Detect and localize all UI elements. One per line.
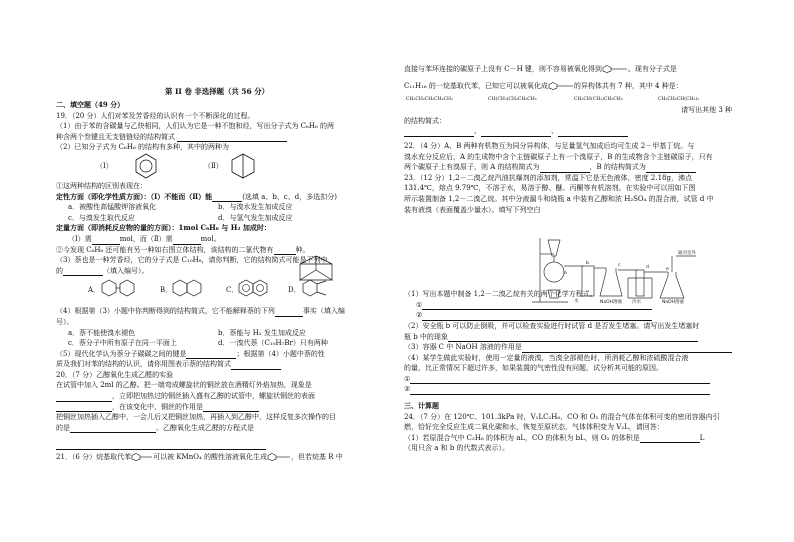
separatory-funnel (548, 240, 560, 256)
q20-1: 在试管中加入 2ml 的乙醇。把一端弯成螺旋状的铜丝放在酒精灯外焰加热，现象是 (56, 381, 312, 390)
q19-4-option-d: d．一溴代萘（C₁₀H₇Br）只有两种 (218, 339, 328, 348)
flask-c (600, 268, 622, 296)
option-a: a．被酸性高锰酸钾溶液氧化 (68, 203, 157, 212)
q20-3: ，在该变化中，铜丝的作用是 (112, 402, 203, 411)
label-c: c (618, 263, 621, 268)
label-e: e (666, 267, 669, 272)
q19-5a: （5）现代化学认为萘分子碳碳之间的键是 (56, 349, 187, 358)
section-title: 第 II 卷 非选择题（共 56 分） (165, 87, 269, 96)
section-calc-heading: 三、计算题 (404, 401, 439, 411)
q22c: 两个碳原子上有溴原子，则 A 的结构简式为 (404, 163, 540, 172)
q19-4-option-b: b．萘能与 H₂ 发生加成反应 (218, 328, 306, 337)
burner (548, 290, 560, 298)
q21-tail: 可以被 KMnO₄ 的酸性溶液氧化生成 (153, 453, 267, 462)
answer-blank[interactable] (70, 432, 156, 433)
mol-label-b: B． (160, 286, 173, 295)
label-cold-water: 冷水 (632, 300, 641, 304)
r3: 请写出其他 3 种 (681, 106, 732, 115)
isomer-2: CH(CH₃)CH₂CH₂CH₃ (488, 97, 537, 103)
answer-blank[interactable] (275, 316, 303, 317)
isomer-3: CH₂CH(CH₃)CH₂CH₃ (574, 97, 623, 103)
q24-1-tail: L (699, 433, 705, 442)
option-b: b．与溴水发生加成反应 (218, 203, 293, 212)
q23c: 所示装置制备 1,2－二溴乙烷。其中分液漏斗和烧瓶 a 中装有乙醇和浓 H₂SO₄ 的混合液，试管 d 中 (404, 194, 714, 203)
circle-2: ② (416, 311, 423, 320)
flask-e (660, 272, 684, 298)
q23b: 131.4℃，熔点 9.79℃，不溶于水，易溶于醇、醚、丙酮等有机溶剂。在实验中可以用如下图 (404, 184, 696, 193)
left-column (56, 86, 386, 463)
q24-1b: （用只含 a 和 b 的代数式表示）。 (404, 444, 510, 453)
q24b: 燃，恰好完全反应生成二氧化碳和水，恢复至原状态，气体体积变为 V₂L，请回答： (404, 423, 664, 432)
q20-5: 的是 (56, 423, 70, 432)
q21: 21．（6 分）烷基取代苯 (56, 453, 132, 462)
section-fill-heading: 二、填空题（49 分） (56, 100, 125, 109)
benzoic-acid-icon (267, 453, 291, 461)
tube-d (636, 270, 644, 296)
r4: 的结构简式： (404, 116, 446, 125)
r2: C₁₁H₁₆ 的一烷基取代苯，已知它可以被氧化成 (404, 81, 548, 90)
q19-2-ii-tail: 种。 (295, 245, 310, 254)
q19-4a-tail: 事实（填入编 (302, 307, 345, 316)
q19-2-dl-3: mol。 (200, 234, 221, 243)
q19-2-i: ①这两种结构的区别表现在： (56, 181, 147, 190)
flask-a (544, 262, 564, 282)
prismane-structure-icon (298, 254, 334, 284)
q19-intro: 19．（20 分）人们对苯及芳香烃的认识有一个不断深化的过程。 (56, 111, 255, 120)
answer-blank[interactable] (231, 369, 281, 370)
molecule-b-icon (172, 278, 202, 298)
answer-blank[interactable] (558, 136, 628, 137)
circle-4: ② (404, 385, 411, 394)
q20-5-tail: 。乙醇氧化生成乙醛的方程式是 (156, 423, 254, 432)
q19-3: （3）萘也是一种芳香烃，它的分子式是 C₁₀H₈，请你判断，它的结构简式可能是下列中 (56, 256, 328, 265)
label-d: d (646, 265, 649, 270)
label-vent: 通向室外 (678, 251, 696, 256)
benzoic-acid-icon (548, 82, 574, 90)
r2-tail: 的异构体共有 7 种，其中 4 种是： (573, 81, 683, 90)
q21-tail2: ，但若烷基 R 中 (291, 453, 343, 462)
answer-blank[interactable] (404, 136, 474, 137)
apparatus-diagram (528, 232, 708, 304)
mol-label-c: C． (226, 286, 239, 295)
bottle-b (582, 266, 594, 296)
q20-2: ，立即把加热过的铜丝插入盛有乙醇的试管中，螺旋状铜丝的表面 (112, 392, 315, 401)
q19-2-dl: 定量方面（即消耗反应物的量的方面）：1mol C₆H₆ 与 H₂ 加成时： (56, 223, 271, 233)
label-II: （Ⅱ） (204, 161, 223, 170)
q19-4-option-c: c．萘分子中所有原子在同一平面上 (68, 339, 177, 348)
benzoic-acid-icon (602, 65, 628, 73)
q19-5b: 质及我们对苯的结构的认识，请你用图表示萘的结构简式 (56, 360, 231, 369)
q19-2: （2）已知分子式为 C₆H₆ 的结构有多种，其中的两种为 (56, 143, 229, 152)
label-naoh-1: NaOH溶液 (600, 300, 623, 304)
answer-blank[interactable] (56, 449, 266, 450)
label-b: b (586, 261, 589, 266)
q19-2-dx: 定性方面（即化学性质方面）：（Ⅰ）不能而（Ⅱ）能 (56, 191, 213, 201)
mol-label-d: D． (288, 286, 301, 295)
benzene-r-icon (131, 453, 153, 461)
molecule-a-icon (100, 278, 136, 298)
q22: 22．（4 分）A、B 两种有机物互为同分异构体，与足量氢气加成后均可生成 2－甲基丁烷。与 (404, 141, 695, 150)
q23-2: （2）安全瓶 b 可以防止倒吸，并可以检查实验进行时试管 d 是否发生堵塞。请写出发生堵塞时 (404, 321, 700, 330)
beaker-cold-water (628, 278, 652, 298)
q23-4: （4）某学生做此实验时，使用一定量的液溴，当溴全部褪色时，所消耗乙醇和浓硫酸混合液 (404, 353, 689, 362)
q19-2-ii: ②今发现 C₆H₆ 还可能有另一种如右图立体结构，该结构的二氯代物有 (56, 245, 274, 254)
option-d: d．与氢气发生加成反应 (218, 213, 293, 222)
q23d: 装有液溴（表面覆盖少量水）。填写下列空白 (404, 205, 541, 214)
benzene-structure-icon (134, 153, 158, 179)
q19-2-dl-2: mol，而（Ⅱ）需 (119, 234, 173, 243)
answer-blank[interactable] (481, 136, 551, 137)
r1: 直接与苯环连接的碳原子上没有 C－H 键，则不容易被氧化得到 (404, 65, 602, 73)
circle-3: ① (404, 374, 411, 383)
q19-4a: （4）根据第（3）小题中你判断得到的结构简式，它不能解释萘的下列 (56, 307, 275, 316)
q19-2-dl-1: （Ⅰ）需 (68, 234, 92, 243)
q23-4b: 的量，比正常情况下超过许多，如果装置的气密性没有问题，试分析其可能的原因。 (404, 364, 663, 373)
q19-3b-tail: （填入编号）。 (103, 266, 149, 275)
label-naoh-2: NaOH溶液 (662, 300, 685, 304)
q19-4b: 号）。 (56, 317, 74, 326)
q24-1: （1）若原混合气中 C₂H₆ 的体积为 aL，CO 的体积为 bL，则 O₂ 的体积是 (404, 433, 640, 442)
q20-heading: 20．（7 分）乙醇氧化生成乙醛的实验 (56, 370, 174, 379)
isomer-4: CH₂CH₂CH(CH₃)₂ (658, 97, 700, 103)
answer-blank[interactable] (640, 442, 700, 443)
label-I: （Ⅰ） (96, 161, 113, 170)
q23-3: （3）容器 C 中 NaOH 溶液的作用是 (404, 343, 522, 352)
label-water: 水 (574, 299, 579, 304)
q19-1a: （1）由于苯的含碳量与乙炔相同，人们认为它是一种不饱和烃，写出分子式为 C₆H₆ 的两 (56, 122, 334, 131)
isomer-1: CH₂CH₂CH₂CH₂CH₃ (406, 97, 453, 103)
label-a: a (564, 271, 567, 276)
r1-tail: 。现有分子式是 (627, 65, 677, 73)
right-column: 直接与苯环连接的碳原子上没有 C－H 键，则不容易被氧化得到 。现有分子式是 C₁₁H₁₆ 的一烷基取代苯，已知它可以被氧化成 的异构体共有 7 种，其中 4 种是： CH₂CH₂CH₂CH₂CH₃ CH(CH₃)CH₂CH₂CH₃ CH₂CH(CH₃)CH₂CH₃ CH₂CH₂CH(CH₃)₂ 请写出其他 3 种 的结构简式： 、 、 22．（4 分）A、B 两种有机物互为同分异构体，与足量氢气加成后均可生成 2－甲基丁烷。与 溴水充分反应后，A 的生成物中含个主链碳原子上有一个溴原子，B 的生成物含个主链碳原子，只有 两个碳原子上有溴原子，则 A 的结构简式为 ，B 的结构简式为 23．（12 分）1,2－二溴乙烷汽油抗爆剂的添加剂，常温下它是无色液体，密度 2.18g，沸点 131.4℃，熔点 9.79℃，不溶于水，易溶于醇、醚、丙酮等有机溶剂。在实验中可以用如下图 所示装置制备 1,2－二溴乙烷。其中分液漏斗和烧瓶 a 中装有乙醇和浓 H₂SO₄ 的混合液，试管 d 中 装有液溴（表面覆盖少量水）。填写下列空白 （1）写出本题中制备 1,2－二溴乙烷有关的两个化学方程式。 ① ② （2）安全瓶 b 可以防止倒吸，并可以检查实验进行时试管 d 是否发生堵塞。请写出发生堵塞时 瓶 b 中的现象 （3）容器 C 中 NaOH 溶液的作用是 （4）某学生做此实验时，使用一定量的液溴，当溴全部褪色时，所消耗乙醇和浓硫酸混合液 的量，比正常情况下超过许多，如果装置的气密性没有问题，试分析其可能的原因。 ① ② 三、计算题 24．（7 分）在 120℃、101.3kPa 时，V₁LC₂H₆、CO 和 O₂ 的混合气体在体积可变的密闭容器内引 燃，恰好完全反应生成二氧化碳和水，恢复至原状态，气体体积变为 V₂L，请回答： （1）若原混合气中 C₂H₆ 的体积为 aL，CO 的体积为 bL，则 O₂ 的体积是 L （用只含 a 和 b 的代数式表示）。 (404, 64, 740, 454)
mol-label-a: A． (88, 286, 101, 295)
q19-3b: 的 (56, 266, 63, 275)
q23-1: （1）写出本题中制备 1,2－二溴乙烷有关的两个化学方程式。 (404, 290, 597, 299)
molecule-c-icon (238, 278, 268, 298)
answer-blank[interactable] (410, 394, 710, 395)
q23-2b: 瓶 b 中的现象 (404, 332, 448, 341)
q24: 24．（7 分）在 120℃、101.3kPa 时，V₁LC₂H₆、CO 和 O₂ 的混合气体在体积可变的密闭容器内引 (404, 412, 720, 421)
option-c: c．与溴发生取代反应 (68, 213, 135, 222)
dewar-benzene-icon (230, 153, 256, 179)
q19-4-option-a: a．萘不能使溴水褪色 (68, 328, 136, 337)
q20-4: 把铜丝加热插入乙醇中，一会儿后又把铜丝加热，再插入到乙醇中，这样反复多次操作的目 (56, 413, 336, 422)
q22b: 溴水充分反应后，A 的生成物中含个主链碳原子上有一个溴原子，B 的生成物含个主链碳原子，只有 (404, 152, 713, 161)
q19-1b: 种含两个叁键且无支链链烃的结构简式 (56, 132, 175, 141)
q19-2-dx-tail: (选填 a、b、c、d，多选扣分) (242, 192, 337, 201)
q23: 23．（12 分）1,2－二溴乙烷汽油抗爆剂的添加剂，常温下它是无色液体，密度 2.18g，沸点 (404, 173, 692, 182)
q22c-mid: ，B 的结构简式为 (589, 163, 646, 172)
circle-1: ① (416, 300, 423, 309)
q19-5a-tail: ；根据第（4）小题中萘的性 (236, 349, 325, 358)
